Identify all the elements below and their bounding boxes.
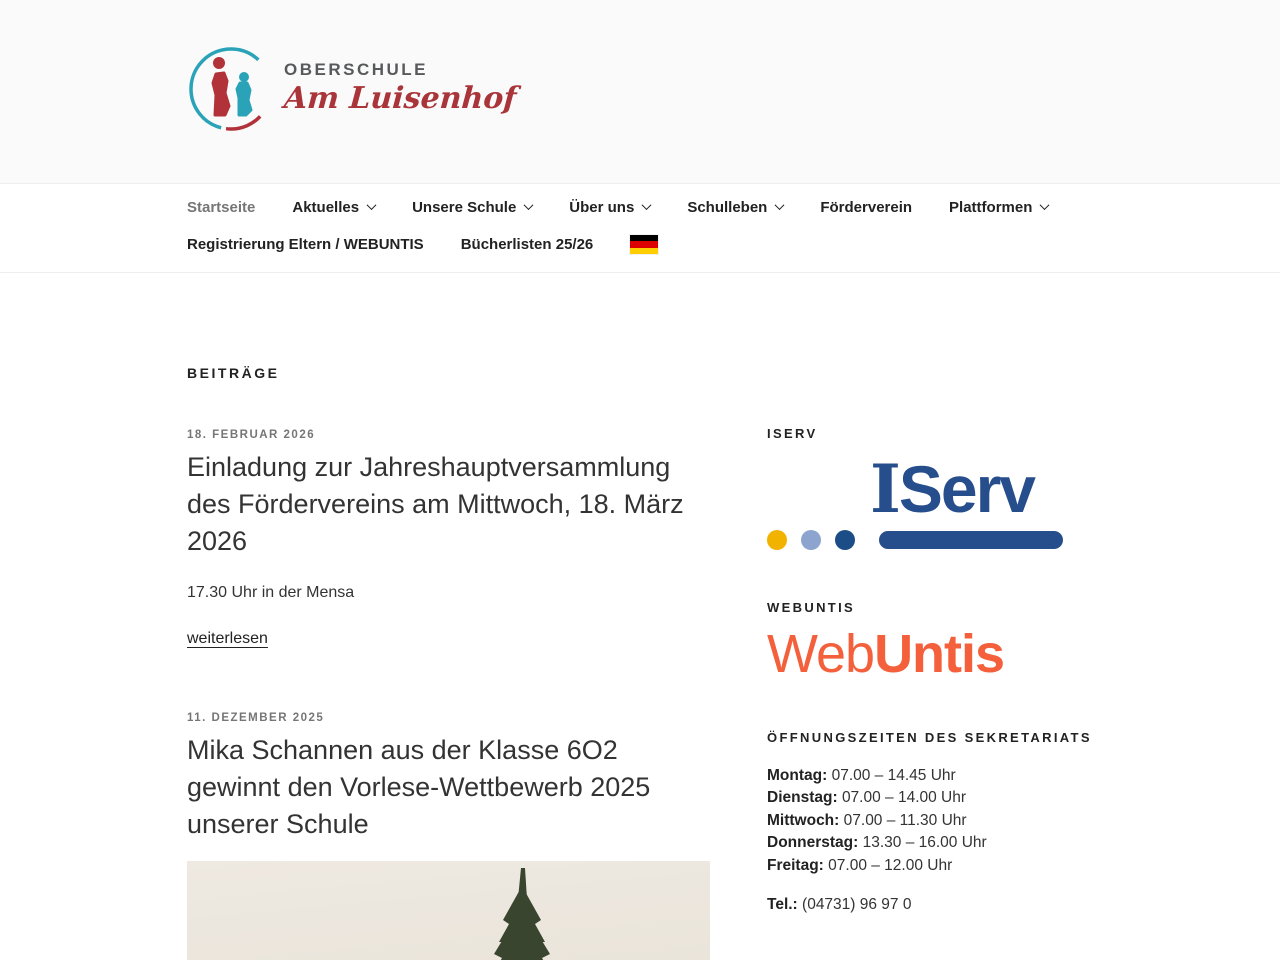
day-label: Freitag: — [767, 856, 824, 874]
post-thumbnail-christmas-tree[interactable] — [187, 861, 710, 960]
nav-label: Förderverein — [820, 199, 913, 216]
nav-label: Startseite — [187, 199, 256, 216]
phone-row — [767, 894, 1093, 917]
nav-label: Über uns — [569, 199, 635, 216]
widget-title-webuntis: WEBUNTIS — [767, 599, 856, 615]
iserv-letters-serv: Serv — [898, 452, 1034, 526]
christmas-tree-image — [437, 868, 607, 960]
nav-label: Bücherlisten 25/26 — [460, 236, 594, 253]
content-area — [187, 273, 1093, 960]
chevron-down-icon — [524, 200, 534, 210]
site-logo[interactable] — [186, 42, 516, 134]
webuntis-web: Web — [767, 623, 875, 684]
time-value: 07.00 – 14.00 Uhr — [841, 789, 967, 807]
nav-label: Plattformen — [949, 199, 1033, 216]
nav-row-primary — [187, 199, 1093, 216]
nav-item-registrierung-webuntis[interactable] — [187, 236, 424, 253]
nav-item-plattformen[interactable] — [949, 199, 1048, 216]
day-label: Dienstag: — [767, 789, 838, 807]
post-item — [187, 429, 710, 648]
nav-label: Aktuelles — [292, 199, 360, 216]
site-header — [0, 0, 1280, 184]
nav-item-unsere-schule[interactable] — [412, 199, 532, 216]
widget-iserv — [767, 426, 1093, 550]
iserv-dot-lightblue-icon — [801, 530, 821, 550]
hours-row-friday — [767, 855, 1093, 878]
hours-row-wednesday — [767, 810, 1093, 833]
widget-webuntis — [767, 600, 1093, 685]
iserv-letter-i: I — [870, 450, 899, 528]
post-item — [187, 712, 710, 960]
post-date: 18. FEBRUAR 2026 — [187, 429, 316, 441]
widget-title-hours: ÖFFNUNGSZEITEN DES SEKRETARIATS — [767, 729, 1092, 745]
post-title-link[interactable]: Mika Schannen aus der Klasse 6O2 gewinnt den Vorlese-Wettbewerb 2025 unserer Schule — [187, 734, 651, 839]
time-value: 07.00 – 14.45 Uhr — [831, 766, 956, 784]
nav-item-schulleben[interactable] — [687, 199, 783, 216]
iserv-bar-icon — [879, 531, 1063, 549]
webuntis-logo[interactable] — [767, 623, 1093, 685]
logo-text — [284, 60, 516, 116]
post-date: 11. DEZEMBER 2025 — [187, 711, 325, 724]
posts-column — [187, 365, 710, 960]
post-excerpt: 17.30 Uhr in der Mensa — [187, 584, 355, 601]
hours-list — [767, 765, 1093, 878]
nav-row-secondary — [187, 235, 1093, 254]
nav-label: Unsere Schule — [412, 199, 517, 216]
main-navigation — [0, 184, 1280, 273]
widget-opening-hours — [767, 730, 1093, 917]
chevron-down-icon — [775, 200, 785, 210]
nav-item-buecherlisten[interactable] — [461, 236, 594, 253]
chevron-down-icon — [642, 200, 652, 210]
time-value: 07.00 – 12.00 Uhr — [828, 856, 953, 874]
hours-row-monday — [767, 765, 1093, 788]
day-label: Montag: — [767, 766, 828, 784]
sidebar — [767, 365, 1093, 960]
iserv-dot-navy-icon — [835, 530, 855, 550]
webuntis-untis: Untis — [874, 623, 1005, 684]
time-value: 07.00 – 11.30 Uhr — [843, 811, 967, 829]
widget-title-iserv: ISERV — [767, 426, 818, 441]
chevron-down-icon — [367, 200, 377, 210]
time-value: 13.30 – 16.00 Uhr — [862, 834, 987, 852]
page-title: BEITRÄGE — [187, 365, 280, 381]
nav-item-ueber-uns[interactable] — [569, 199, 650, 216]
school-logo-icon — [186, 42, 276, 134]
nav-item-aktuelles[interactable] — [292, 199, 375, 216]
iserv-wordmark — [870, 450, 1093, 528]
iserv-logo-baseline — [767, 530, 1093, 550]
logo-school-type: OBERSCHULE — [284, 60, 429, 79]
german-flag-icon[interactable] — [630, 235, 658, 254]
chevron-down-icon — [1040, 200, 1050, 210]
hours-row-thursday — [767, 832, 1093, 855]
nav-label: Registrierung Eltern / WEBUNTIS — [187, 236, 424, 253]
read-more-link[interactable]: weiterlesen — [187, 629, 268, 647]
post-title-link[interactable]: Einladung zur Jahreshauptversammlung des Fördervereins am Mittwoch, 18. März 2026 — [187, 452, 684, 556]
day-label: Mittwoch: — [767, 811, 840, 829]
phone-label: Tel.: — [767, 896, 798, 914]
nav-item-foerderverein[interactable] — [820, 199, 912, 216]
iserv-dot-yellow-icon — [767, 530, 787, 550]
iserv-logo[interactable] — [767, 450, 1093, 550]
hours-row-tuesday — [767, 787, 1093, 810]
day-label: Donnerstag: — [767, 834, 859, 852]
nav-label: Schulleben — [687, 199, 768, 216]
phone-number: (04731) 96 97 0 — [802, 896, 912, 914]
logo-school-name: Am Luisenhof — [282, 81, 518, 116]
nav-item-startseite[interactable] — [187, 199, 255, 216]
